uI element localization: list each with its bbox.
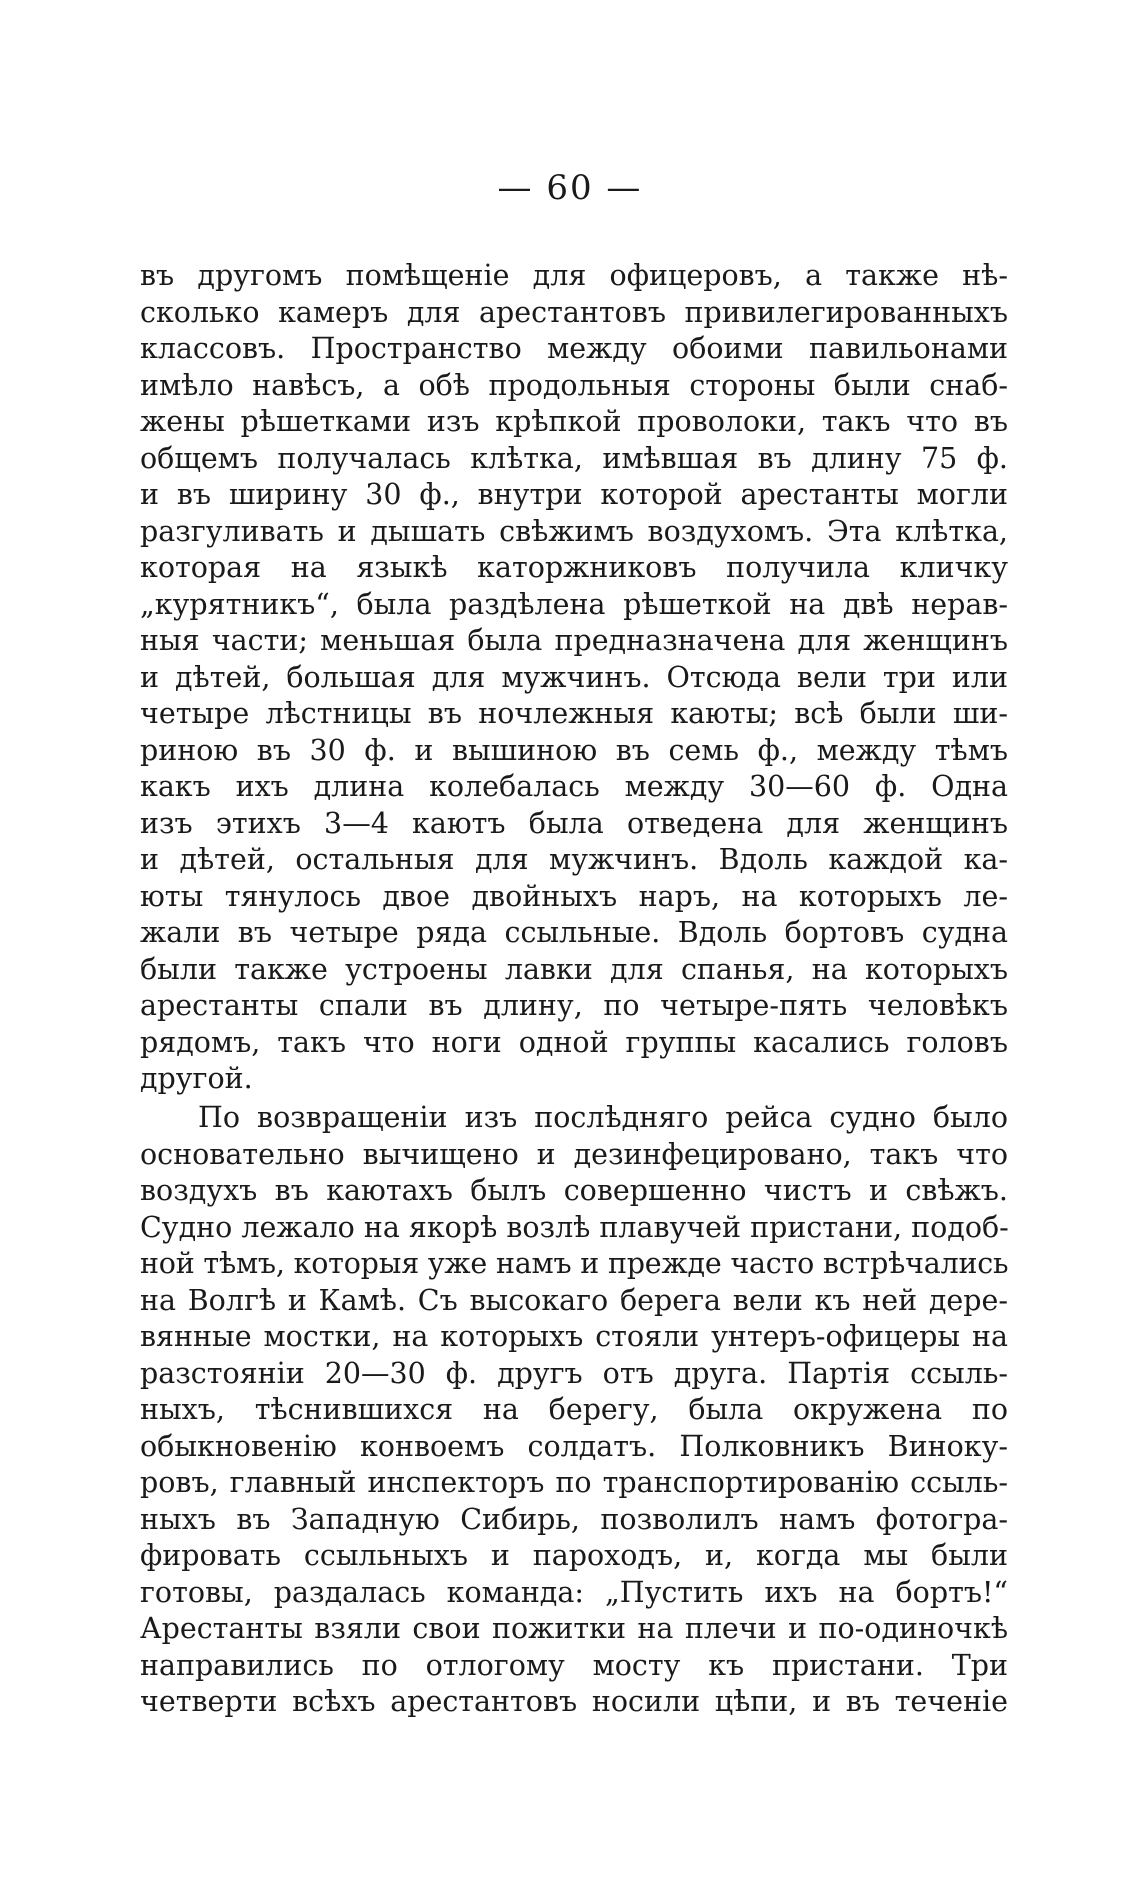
text-line: четыре лѣстницы въ ночлежныя каюты; всѣ были ши- <box>140 697 1008 730</box>
text-line: имѣло навѣсъ, а обѣ продольныя стороны были снаб- <box>140 368 1008 402</box>
text-line: воздухъ въ каютахъ былъ совершенно чистъ и свѣжъ. <box>140 1174 1008 1207</box>
text-line: сколько камеръ для арестантовъ привилегированныхъ <box>140 295 1008 329</box>
text-line: По возвращеніи изъ послѣдняго рейса судно было <box>198 1101 1008 1134</box>
text-line: направились по отлогому мосту къ пристани. Три <box>140 1648 1008 1682</box>
text-line: Арестанты взяли свои пожитки на плечи и по-одиночкѣ <box>140 1612 1008 1645</box>
text-line: фировать ссыльныхъ и пароходъ, и, когда мы были <box>140 1539 1008 1572</box>
text-line: основательно вычищено и дезинфецировано, такъ что <box>140 1137 1008 1171</box>
text-line: ныхъ, тѣснившихся на берегу, была окружена по <box>140 1393 1008 1426</box>
text-line: какъ ихъ длина колебалась между 30—60 ф. Одна <box>140 770 1008 803</box>
text-line: и въ ширину 30 ф., внутри которой арестанты могли <box>140 478 1008 511</box>
text-line: ныхъ въ Западную Сибирь, позволилъ намъ фотогра- <box>140 1502 1008 1536</box>
text-line: готовы, раздалась команда: „Пустить ихъ на бортъ!“ <box>140 1575 1008 1609</box>
text-line: четверти всѣхъ арестантовъ носили цѣпи, и въ теченіе <box>140 1685 1008 1718</box>
text-line: и дѣтей, остальныя для мужчинъ. Вдоль каждой ка- <box>140 843 1008 876</box>
text-line: на Волгѣ и Камѣ. Съ высокаго берега вели къ ней дере- <box>140 1283 1008 1317</box>
text-line: и дѣтей, большая для мужчинъ. Отсюда вели три или <box>140 660 1008 694</box>
text-line: вянные мостки, на которыхъ стояли унтеръ-офицеры на <box>140 1320 1008 1353</box>
text-line: другой. <box>140 1062 253 1095</box>
text-line: классовъ. Пространство между обоими павильонами <box>140 332 1008 365</box>
page-number: — 60 — <box>497 168 643 208</box>
text-line: жены рѣшетками изъ крѣпкой проволоки, такъ что въ <box>140 405 1008 438</box>
paragraph-2 <box>140 1100 1008 1721</box>
text-line: обыкновенію конвоемъ солдатъ. Полковникъ Виноку- <box>140 1429 1008 1463</box>
text-line: „курятникъ“, была раздѣлена рѣшеткой на двѣ нерав- <box>140 587 1008 621</box>
text-line: арестанты спали въ длину, по четыре-пять человѣкъ <box>140 989 1008 1022</box>
text-line: рядомъ, такъ что ноги одной группы касались головъ <box>140 1025 1008 1059</box>
text-line: общемъ получалась клѣтка, имѣвшая въ длину 75 ф. <box>140 441 1008 475</box>
text-line: жали въ четыре ряда ссыльные. Вдоль бортовъ судна <box>140 916 1008 949</box>
text-line: изъ этихъ 3—4 каютъ была отведена для женщинъ <box>140 806 1008 840</box>
text-line: юты тянулось двое двойныхъ наръ, на которыхъ ле- <box>140 879 1008 913</box>
text-line: въ другомъ помѣщеніе для офицеровъ, а также нѣ- <box>140 259 1008 292</box>
text-line: риною въ 30 ф. и вышиною въ семь ф., между тѣмъ <box>140 733 1008 767</box>
text-line: ровъ, главный инспекторъ по транспортированію ссыль- <box>140 1466 1008 1499</box>
text-line: ной тѣмъ, которыя уже намъ и прежде часто встрѣчались <box>140 1247 1009 1280</box>
text-line: разгуливать и дышать свѣжимъ воздухомъ. Эта клѣтка, <box>140 514 1008 548</box>
text-line: были также устроены лавки для спанья, на которыхъ <box>140 952 1008 986</box>
text-line: которая на языкѣ каторжниковъ получила кличку <box>140 551 1008 584</box>
paragraph-1 <box>140 258 1008 1098</box>
text-line: ныя части; меньшая была предназначена для женщинъ <box>140 624 1008 657</box>
text-line: разстояніи 20—30 ф. другъ отъ друга. Партія ссыль- <box>140 1356 1008 1390</box>
text-line: Судно лежало на якорѣ возлѣ плавучей пристани, подоб- <box>140 1210 1009 1244</box>
